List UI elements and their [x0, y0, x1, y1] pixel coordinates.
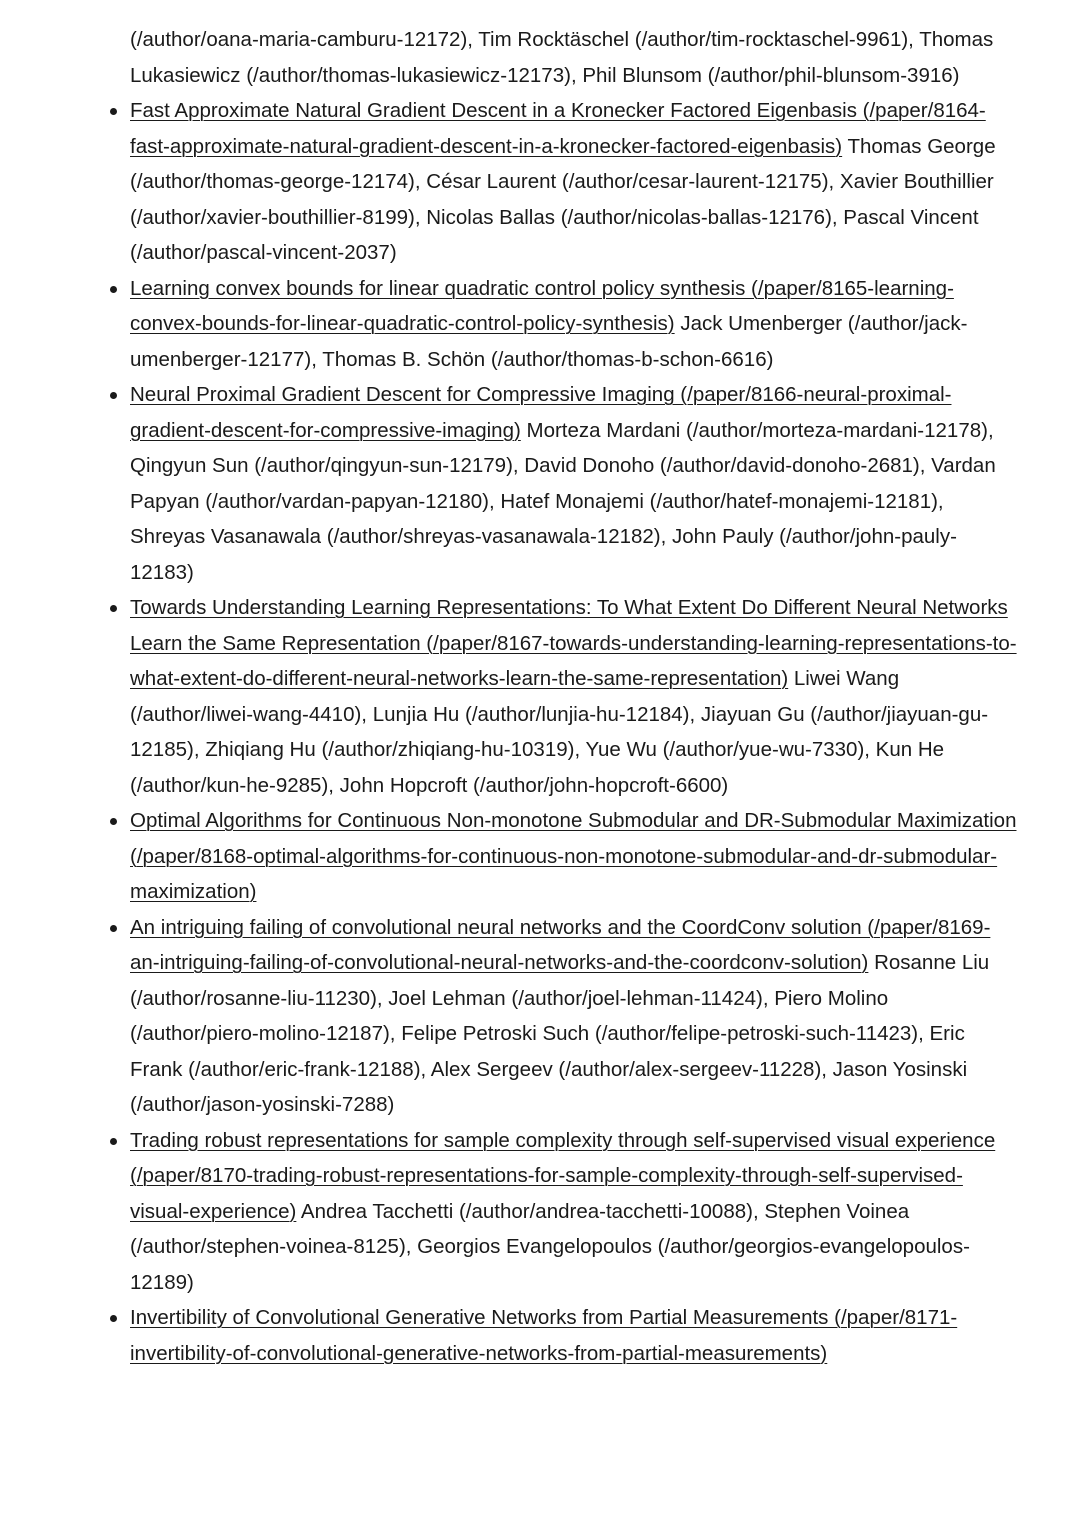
paper-link[interactable]: Learning convex bounds for linear quadratic control policy synthesis (/paper/8165-learning-convex-bounds-for-linear-quadratic-control-policy-synthesis) [130, 276, 954, 335]
paper-authors: Rosanne Liu (/author/rosanne-liu-11230), Joel Lehman (/author/joel-lehman-11424), Piero Molino (/author/piero-molino-12187), Felipe Petroski Such (/author/felipe-petroski-such-11423), Eric Frank (/author/eric-frank-12188), Alex Sergeev (/author/alex-sergeev-11228), Jason Yosinski (/author/jason-yosinski-7288) [130, 951, 990, 1116]
paper-list [130, 93, 1020, 1371]
paper-list-item [130, 271, 1020, 378]
paper-link[interactable]: Neural Proximal Gradient Descent for Compressive Imaging (/paper/8166-neural-proximal-gradient-descent-for-compressive-imaging) [130, 383, 952, 442]
paper-list-item [130, 803, 1020, 910]
paper-list-item [130, 1300, 1020, 1371]
paper-link[interactable]: Fast Approximate Natural Gradient Descent in a Kronecker Factored Eigenbasis (/paper/8164-fast-approximate-natural-gradient-descent-in-a-kronecker-factored-eigenbasis) [130, 99, 986, 158]
paper-authors: Jack Umenberger (/author/jack-umenberger-12177), Thomas B. Schön (/author/thomas-b-schon-6616) [130, 312, 968, 371]
paper-authors: Liwei Wang (/author/liwei-wang-4410), Lunjia Hu (/author/lunjia-hu-12184), Jiayuan Gu (/author/jiayuan-gu-12185), Zhiqiang Hu (/author/zhiqiang-hu-10319), Yue Wu (/author/yue-wu-7330), Kun He (/author/kun-he-9285), John Hopcroft (/author/john-hopcroft-6600) [130, 667, 989, 797]
paper-list-item [130, 910, 1020, 1123]
leading-authors-text: (/author/oana-maria-camburu-12172), Tim Rocktäschel (/author/tim-rocktaschel-9961), Thomas Lukasiewicz (/author/thomas-lukasiewicz-12173), Phil Blunsom (/author/phil-blunsom-3916) [130, 28, 994, 87]
paper-list-item [130, 1123, 1020, 1301]
paper-authors: Morteza Mardani (/author/morteza-mardani-12178), Qingyun Sun (/author/qingyun-sun-12179), David Donoho (/author/david-donoho-2681), Vardan Papyan (/author/vardan-papyan-12180), Hatef Monajemi (/author/hatef-monajemi-12181), Shreyas Vasanawala (/author/shreyas-vasanawala-12182), John Pauly (/author/john-pauly-12183) [130, 418, 996, 584]
paper-link[interactable]: Trading robust representations for sample complexity through self-supervised visual experience (/paper/8170-trading-robust-representations-for-sample-complexity-through-self-supervised-visual-experience) [130, 1128, 996, 1223]
paper-link[interactable]: Invertibility of Convolutional Generative Networks from Partial Measurements (/paper/8171-invertibility-of-convolutional-generative-networks-from-partial-measurements) [130, 1306, 958, 1365]
paper-authors: Andrea Tacchetti (/author/andrea-tacchetti-10088), Stephen Voinea (/author/stephen-voinea-8125), Georgios Evangelopoulos (/author/georgios-evangelopoulos-12189) [130, 1199, 970, 1294]
paper-link[interactable]: An intriguing failing of convolutional neural networks and the CoordConv solution (/paper/8169-an-intriguing-failing-of-convolutional-neural-networks-and-the-coordconv-solution) [130, 915, 991, 974]
paper-list-item [130, 377, 1020, 590]
paper-link[interactable]: Optimal Algorithms for Continuous Non-monotone Submodular and DR-Submodular Maximization (/paper/8168-optimal-algorithms-for-continuous-non-monotone-submodular-and-dr-submodular-maximization) [130, 809, 1017, 903]
paper-link[interactable]: Towards Understanding Learning Representations: To What Extent Do Different Neural Networks Learn the Same Representation (/paper/8167-towards-understanding-learning-representations-to-what-extent-do-different-neural-networks-learn-the-same-representation) [130, 596, 1017, 690]
paper-list-item [130, 590, 1020, 803]
paper-list-item [130, 93, 1020, 271]
paper-authors: Thomas George (/author/thomas-george-12174), César Laurent (/author/cesar-laurent-12175), Xavier Bouthillier (/author/xavier-bouthillier-8199), Nicolas Ballas (/author/nicolas-ballas-12176), Pascal Vincent (/author/pascal-vincent-2037) [130, 134, 996, 264]
